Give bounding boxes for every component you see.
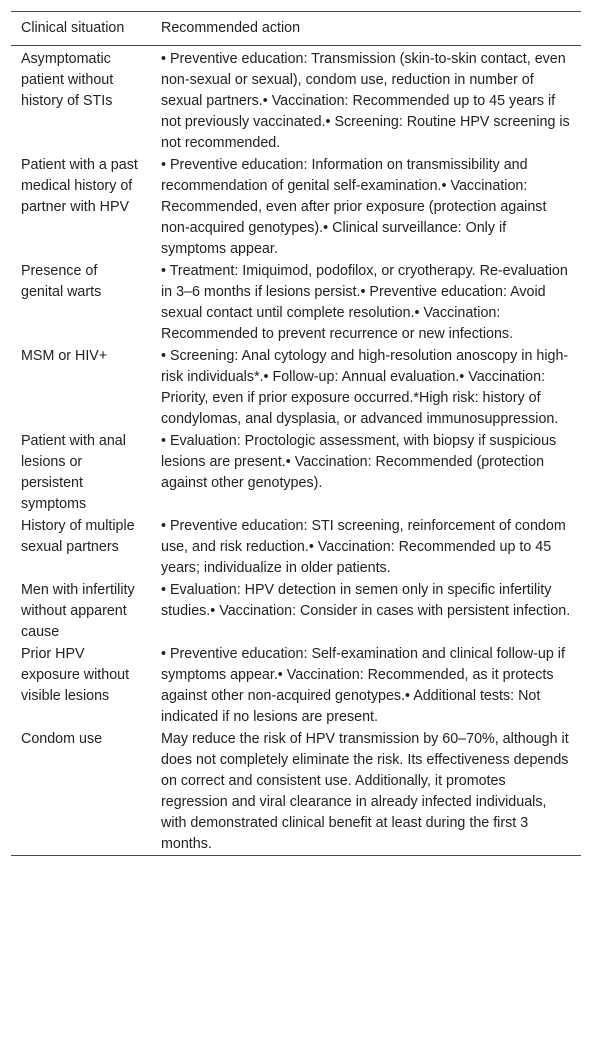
situation-cell: Presence of genital warts <box>21 263 102 300</box>
table-row <box>11 260 581 345</box>
action-cell: • Evaluation: HPV detection in semen only in specific infertility studies.• Vaccination: Consider in cases with persistent infection. <box>161 582 571 619</box>
header-clinical-situation: Clinical situation <box>21 20 125 36</box>
action-cell: • Preventive education: Transmission (skin-to-skin contact, even non-sexual or sexual), condom use, reduction in number of sexual partners.• Vaccination: Recommended up to 45 years if not previously vaccinated.• Screening: Routine HPV screening is not recommended. <box>161 51 570 151</box>
situation-cell: Patient with anal lesions or persistent symptoms <box>21 433 126 512</box>
table-row <box>11 345 581 430</box>
table-body <box>11 46 581 856</box>
table-header <box>11 12 581 46</box>
table-row <box>11 643 581 728</box>
situation-cell: Asymptomatic patient without history of STIs <box>21 51 114 109</box>
action-cell: • Preventive education: Information on transmissibility and recommendation of genital self-examination.• Vaccination: Recommended, even after prior exposure (protection against non-acquired genotypes).• Clinical surveillance: Only if symptoms appear. <box>161 157 547 257</box>
header-row <box>11 12 581 46</box>
table-row <box>11 579 581 643</box>
situation-cell: MSM or HIV+ <box>21 348 108 364</box>
table-row <box>11 46 581 155</box>
situation-cell: History of multiple sexual partners <box>21 518 135 555</box>
table-row <box>11 728 581 856</box>
action-cell: • Screening: Anal cytology and high-resolution anoscopy in high-risk individuals*.• Follow-up: Annual evaluation.• Vaccination: Priority, even if prior exposure occurred.*High risk: history of condylomas, anal dysplasia, or advanced immunosuppression. <box>161 348 569 427</box>
header-recommended-action: Recommended action <box>161 20 301 36</box>
action-cell: • Treatment: Imiquimod, podofilox, or cryotherapy. Re-evaluation in 3–6 months if lesions persist.• Preventive education: Avoid sexual contact until complete resolution.• Vaccination: Recommended to prevent recurrence or new infections. <box>161 263 568 342</box>
action-cell: • Preventive education: STI screening, reinforcement of condom use, and risk reduction.• Vaccination: Recommended up to 45 years; individualize in older patients. <box>161 518 566 576</box>
table-row <box>11 515 581 579</box>
situation-cell: Condom use <box>21 731 103 747</box>
recommendations-table <box>11 11 581 856</box>
table-row <box>11 154 581 260</box>
situation-cell: Men with infertility without apparent cause <box>21 582 135 640</box>
situation-cell: Prior HPV exposure without visible lesions <box>21 646 130 704</box>
situation-cell: Patient with a past medical history of partner with HPV <box>21 157 138 215</box>
action-cell: May reduce the risk of HPV transmission by 60–70%, although it does not completely eliminate the risk. Its effectiveness depends on correct and consistent use. Additionally, it promotes regression and viral clearance in already infected individuals, with demonstrated clinical benefit at least during the first 3 months. <box>161 731 569 852</box>
action-cell: • Preventive education: Self-examination and clinical follow-up if symptoms appear.• Vaccination: Recommended, as it protects against other non-acquired genotypes.• Additional tests: Not indicated if no lesions are present. <box>161 646 565 725</box>
recommendations-table-container <box>11 11 581 856</box>
action-cell: • Evaluation: Proctologic assessment, with biopsy if suspicious lesions are present.• Vaccination: Recommended (protection against other genotypes). <box>161 433 557 491</box>
table-row <box>11 430 581 515</box>
